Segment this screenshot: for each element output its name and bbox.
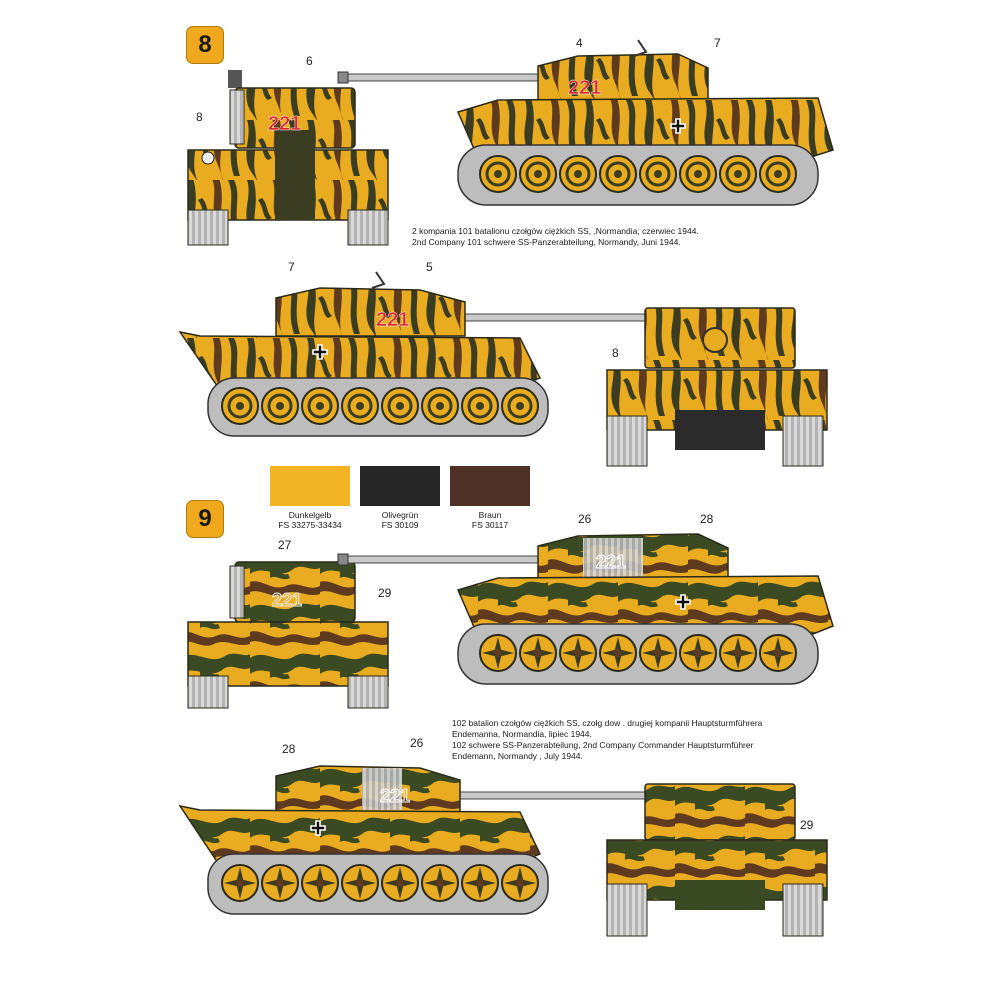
callout: 7 xyxy=(288,260,295,274)
front-turret-number: 221 xyxy=(268,113,302,135)
section-8-rear-view xyxy=(605,300,835,470)
swatch-dunkelgelb xyxy=(270,466,350,506)
callout: 29 xyxy=(800,818,814,832)
swatch-olivegruen xyxy=(360,466,440,506)
callout: 6 xyxy=(306,54,313,68)
section-8-caption: 2 kompania 101 batalionu czołgów ciężkich SS, ,Normandia, czerwiec 1944. 2nd Company 101 schwere SS-Panzerabteilung, Normandy, Juni 1944. xyxy=(412,226,699,247)
callout: 26 xyxy=(410,736,424,750)
callout: 27 xyxy=(278,538,292,552)
section-8-badge: 8 xyxy=(186,26,224,64)
section-8-side-view-right xyxy=(338,40,838,215)
section-9-rear-view xyxy=(605,780,835,940)
side-turret-number: 221 xyxy=(380,786,411,806)
callout: 5 xyxy=(426,260,433,274)
section-9-badge: 9 xyxy=(186,500,224,538)
swatch-olivegruen-label: Olivegrün FS 30109 xyxy=(381,510,419,530)
callout: 4 xyxy=(576,36,583,50)
callout: 28 xyxy=(282,742,296,756)
side-turret-number: 221 xyxy=(568,77,602,99)
callout: 28 xyxy=(700,512,714,526)
swatch-dunkelgelb-label: Dunkelgelb FS 33275-33434 xyxy=(278,510,342,530)
callout: 7 xyxy=(714,36,721,50)
callout: 29 xyxy=(378,586,392,600)
front-turret-number: 221 xyxy=(272,590,303,610)
section-9-caption: 102 batalion czołgów ciężkich SS, czołg dow . drugiej kompanii Hauptsturmführera Endemanna, Normandia, lipiec 1944. 102 schwere SS-Panzerabteilung, 2nd Company Commander Hauptsturmführer Endemann, Normandy , July 1944. xyxy=(452,718,763,761)
callout: 8 xyxy=(196,110,203,124)
callout: 8 xyxy=(612,346,619,360)
callout: 26 xyxy=(578,512,592,526)
swatch-braun xyxy=(450,466,530,506)
section-9-side-view-right xyxy=(338,526,838,701)
side-turret-number: 221 xyxy=(376,309,410,331)
side-turret-number: 221 xyxy=(596,552,627,572)
swatch-braun-label: Braun FS 30117 xyxy=(471,510,509,530)
